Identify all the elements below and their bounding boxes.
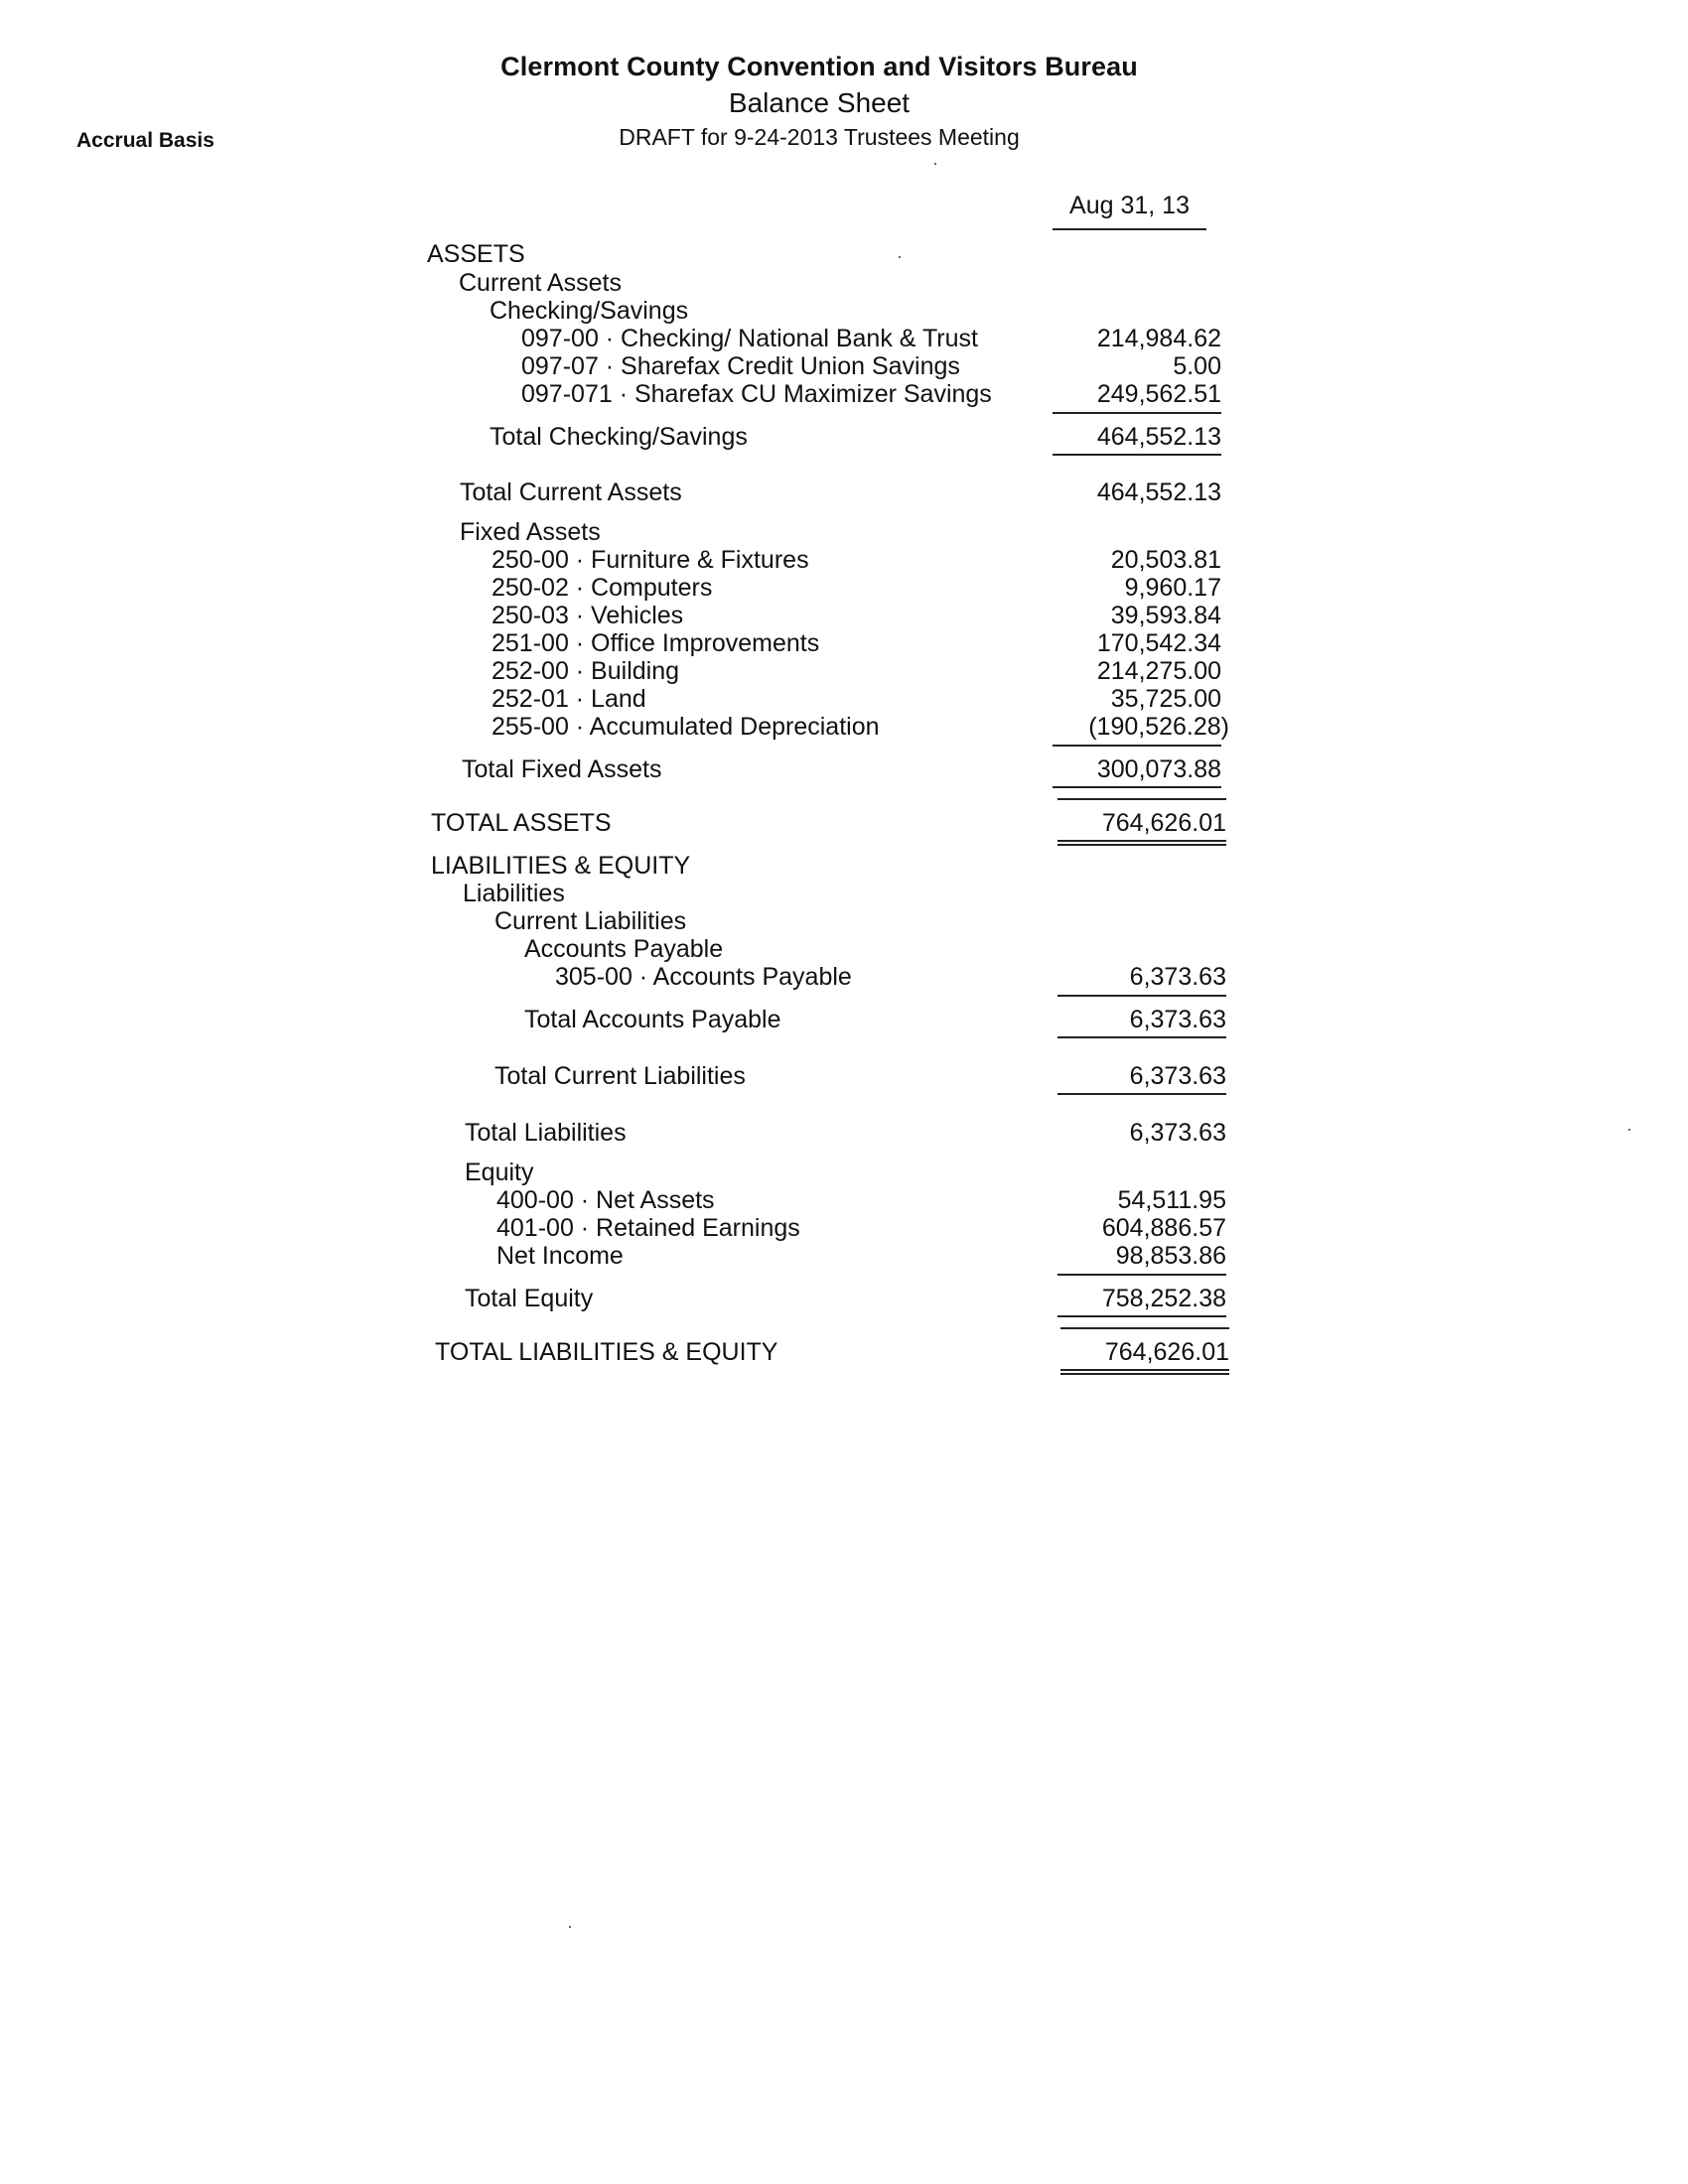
account-amount: 214,275.00 — [1096, 657, 1221, 685]
equity-heading: Equity — [465, 1159, 534, 1186]
total-amount: 764,626.01 — [1060, 1327, 1229, 1375]
total-label: Total Accounts Payable — [524, 1006, 781, 1033]
account-row — [0, 573, 1221, 603]
report-subtitle: DRAFT for 9-24-2013 Trustees Meeting — [619, 124, 1020, 150]
report-title: Balance Sheet — [728, 87, 911, 118]
total-label: Total Checking/Savings — [490, 423, 748, 451]
account-row — [0, 545, 1221, 575]
account-row — [0, 962, 1226, 992]
total-label: Total Fixed Assets — [462, 755, 662, 783]
fixed-assets-heading-row — [0, 517, 1221, 547]
total-label: Total Equity — [465, 1285, 594, 1312]
account-row — [0, 656, 1221, 686]
liabilities-equity-heading-row — [0, 851, 1221, 881]
account-amount: 20,503.81 — [1110, 546, 1221, 574]
account-row — [0, 628, 1221, 658]
total-label: TOTAL ASSETS — [431, 809, 612, 837]
checking-savings-heading: Checking/Savings — [490, 297, 689, 325]
account-label: 250-03 · Vehicles — [492, 602, 684, 629]
account-amount: 35,725.00 — [1110, 685, 1221, 713]
total-amount: 758,252.38 — [1057, 1274, 1226, 1317]
account-label: 252-01 · Land — [492, 685, 646, 713]
account-amount: 6,373.63 — [1129, 963, 1226, 991]
current-assets-heading: Current Assets — [459, 269, 622, 297]
assets-heading: ASSETS — [427, 240, 525, 268]
scan-speck — [1628, 1129, 1630, 1131]
total-liabilities-row — [0, 1118, 1226, 1148]
assets-heading-row — [0, 239, 1221, 269]
total-amount: 300,073.88 — [1053, 745, 1221, 788]
total-fixed-assets-row — [0, 754, 1221, 784]
account-row — [0, 379, 1221, 409]
total-amount: 6,373.63 — [1057, 1061, 1226, 1095]
checking-savings-heading-row — [0, 296, 1221, 326]
account-label: 250-02 · Computers — [492, 574, 713, 602]
total-label: Total Current Assets — [460, 478, 682, 506]
account-amount: 98,853.86 — [1115, 1242, 1226, 1270]
account-label: 305-00 · Accounts Payable — [555, 963, 852, 991]
scan-speck — [899, 256, 901, 258]
account-row — [0, 1185, 1226, 1215]
total-assets-row — [0, 808, 1226, 838]
total-checking-savings-row — [0, 422, 1221, 452]
total-accounts-payable-row — [0, 1005, 1226, 1034]
equity-heading-row — [0, 1158, 1221, 1187]
total-amount: 764,626.01 — [1057, 798, 1226, 846]
account-row — [0, 684, 1221, 714]
accounts-payable-heading: Accounts Payable — [524, 935, 724, 963]
account-row — [0, 1213, 1226, 1243]
total-label: Total Liabilities — [465, 1119, 627, 1147]
account-label: 097-07 · Sharefax Credit Union Savings — [521, 352, 960, 380]
current-liabilities-heading: Current Liabilities — [494, 907, 687, 935]
account-label: 250-00 · Furniture & Fixtures — [492, 546, 809, 574]
current-assets-heading-row — [0, 268, 1221, 298]
account-amount: 214,984.62 — [1096, 325, 1221, 352]
total-amount: 6,373.63 — [1129, 1119, 1226, 1147]
account-row — [0, 712, 1229, 742]
total-amount: 464,552.13 — [1053, 412, 1221, 456]
fixed-assets-heading: Fixed Assets — [460, 518, 601, 546]
account-row — [0, 351, 1221, 381]
account-row — [0, 324, 1221, 353]
total-current-liabilities-row — [0, 1061, 1226, 1091]
accounting-basis: Accrual Basis — [76, 129, 214, 152]
account-amount: 604,886.57 — [1101, 1214, 1226, 1242]
account-label: 400-00 · Net Assets — [496, 1186, 715, 1214]
scan-speck — [569, 1926, 571, 1928]
liabilities-heading: Liabilities — [463, 880, 565, 907]
total-label: Total Current Liabilities — [494, 1062, 746, 1090]
accounts-payable-heading-row — [0, 934, 1221, 964]
account-label: 255-00 · Accumulated Depreciation — [492, 713, 880, 741]
account-label: 097-071 · Sharefax CU Maximizer Savings — [521, 380, 992, 408]
account-amount: 9,960.17 — [1124, 574, 1221, 602]
total-amount: 464,552.13 — [1096, 478, 1221, 506]
current-liabilities-heading-row — [0, 906, 1221, 936]
account-label: 251-00 · Office Improvements — [492, 629, 820, 657]
account-amount: 170,542.34 — [1096, 629, 1221, 657]
account-amount: 5.00 — [1173, 352, 1221, 380]
account-label: 097-00 · Checking/ National Bank & Trust — [521, 325, 978, 352]
total-liabilities-equity-row — [0, 1337, 1229, 1367]
liabilities-heading-row — [0, 879, 1221, 908]
total-equity-row — [0, 1284, 1226, 1313]
company-name: Clermont County Convention and Visitors Bureau — [500, 52, 1138, 81]
account-amount: (190,526.28) — [1088, 713, 1229, 741]
account-amount: 249,562.51 — [1096, 380, 1221, 408]
liabilities-equity-heading: LIABILITIES & EQUITY — [431, 852, 691, 880]
column-header-date: Aug 31, 13 — [1053, 192, 1206, 230]
total-amount: 6,373.63 — [1057, 995, 1226, 1038]
account-amount: 39,593.84 — [1110, 602, 1221, 629]
account-row — [0, 1241, 1226, 1271]
total-current-assets-row — [0, 478, 1221, 507]
scan-speck — [934, 163, 936, 165]
account-label: Net Income — [496, 1242, 624, 1270]
account-amount: 54,511.95 — [1117, 1186, 1226, 1214]
account-label: 252-00 · Building — [492, 657, 680, 685]
account-label: 401-00 · Retained Earnings — [496, 1214, 800, 1242]
account-row — [0, 601, 1221, 630]
total-label: TOTAL LIABILITIES & EQUITY — [435, 1338, 778, 1366]
